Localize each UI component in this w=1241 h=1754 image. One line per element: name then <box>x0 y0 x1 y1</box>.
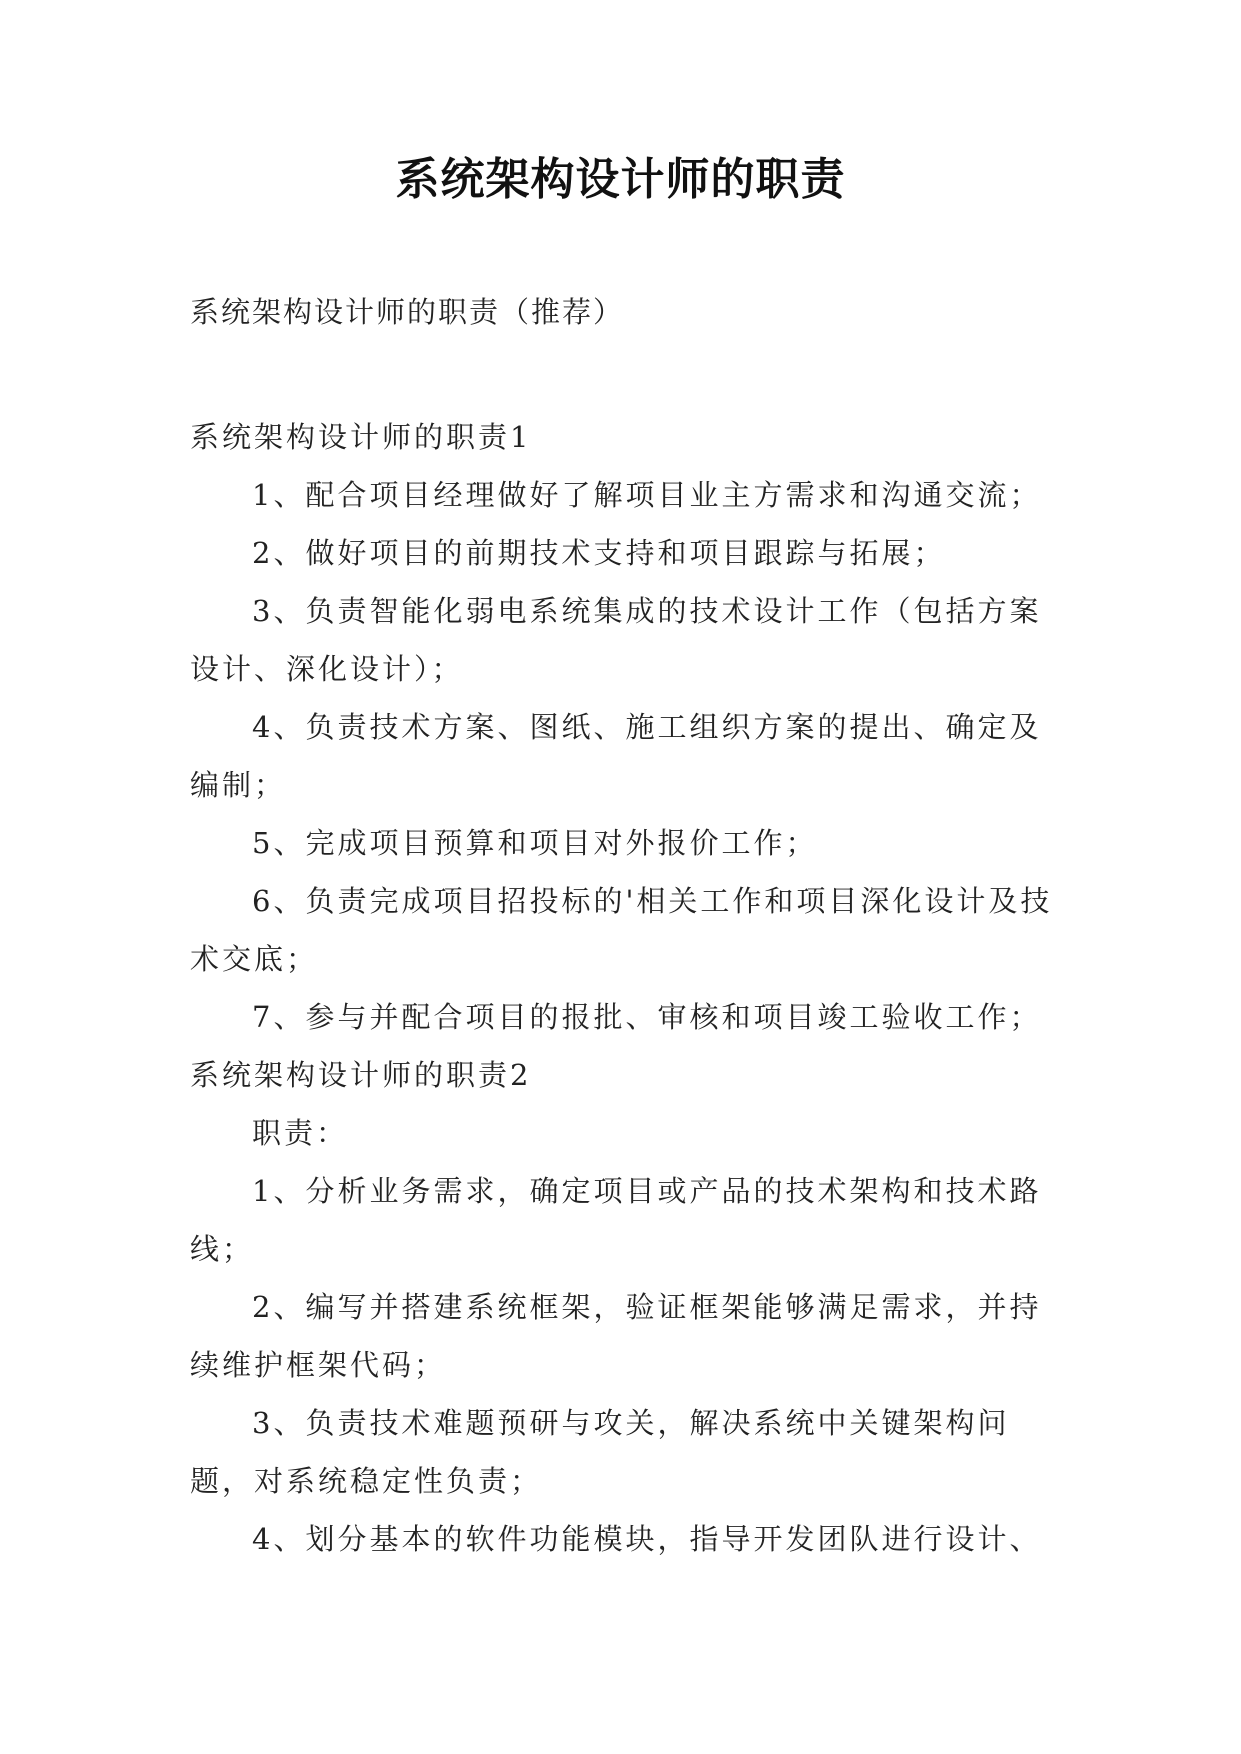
document-body <box>190 408 1070 1568</box>
document-subtitle: 系统架构设计师的职责（推荐） <box>190 295 625 329</box>
list-item: 2、编写并搭建系统框架，验证框架能够满足需求，并持续维护框架代码； <box>190 1290 1042 1382</box>
list-item: 5、完成项目预算和项目对外报价工作； <box>252 826 818 860</box>
list-item: 1、配合项目经理做好了解项目业主方需求和沟通交流； <box>252 478 1042 512</box>
list-item: 4、划分基本的软件功能模块，指导开发团队进行设计、 <box>252 1522 1042 1556</box>
list-item: 1、分析业务需求，确定项目或产品的技术架构和技术路线； <box>190 1174 1042 1266</box>
list-item: 7、参与并配合项目的报批、审核和项目竣工验收工作； <box>252 1000 1042 1034</box>
list-item: 6、负责完成项目招投标的'相关工作和项目深化设计及技术交底； <box>190 884 1053 976</box>
page-title: 系统架构设计师的职责 <box>395 154 846 205</box>
section-heading-1: 系统架构设计师的职责1 <box>190 420 532 454</box>
list-item: 3、负责技术难题预研与攻关，解决系统中关键架构问题，对系统稳定性负责； <box>190 1406 1010 1498</box>
list-item: 2、做好项目的前期技术支持和项目跟踪与拓展； <box>252 536 946 570</box>
list-item: 3、负责智能化弱电系统集成的技术设计工作（包括方案设计、深化设计）； <box>190 594 1042 686</box>
section-heading-2: 系统架构设计师的职责2 <box>190 1058 532 1092</box>
duties-label: 职责： <box>252 1116 349 1150</box>
list-item: 4、负责技术方案、图纸、施工组织方案的提出、确定及编制； <box>190 710 1042 802</box>
